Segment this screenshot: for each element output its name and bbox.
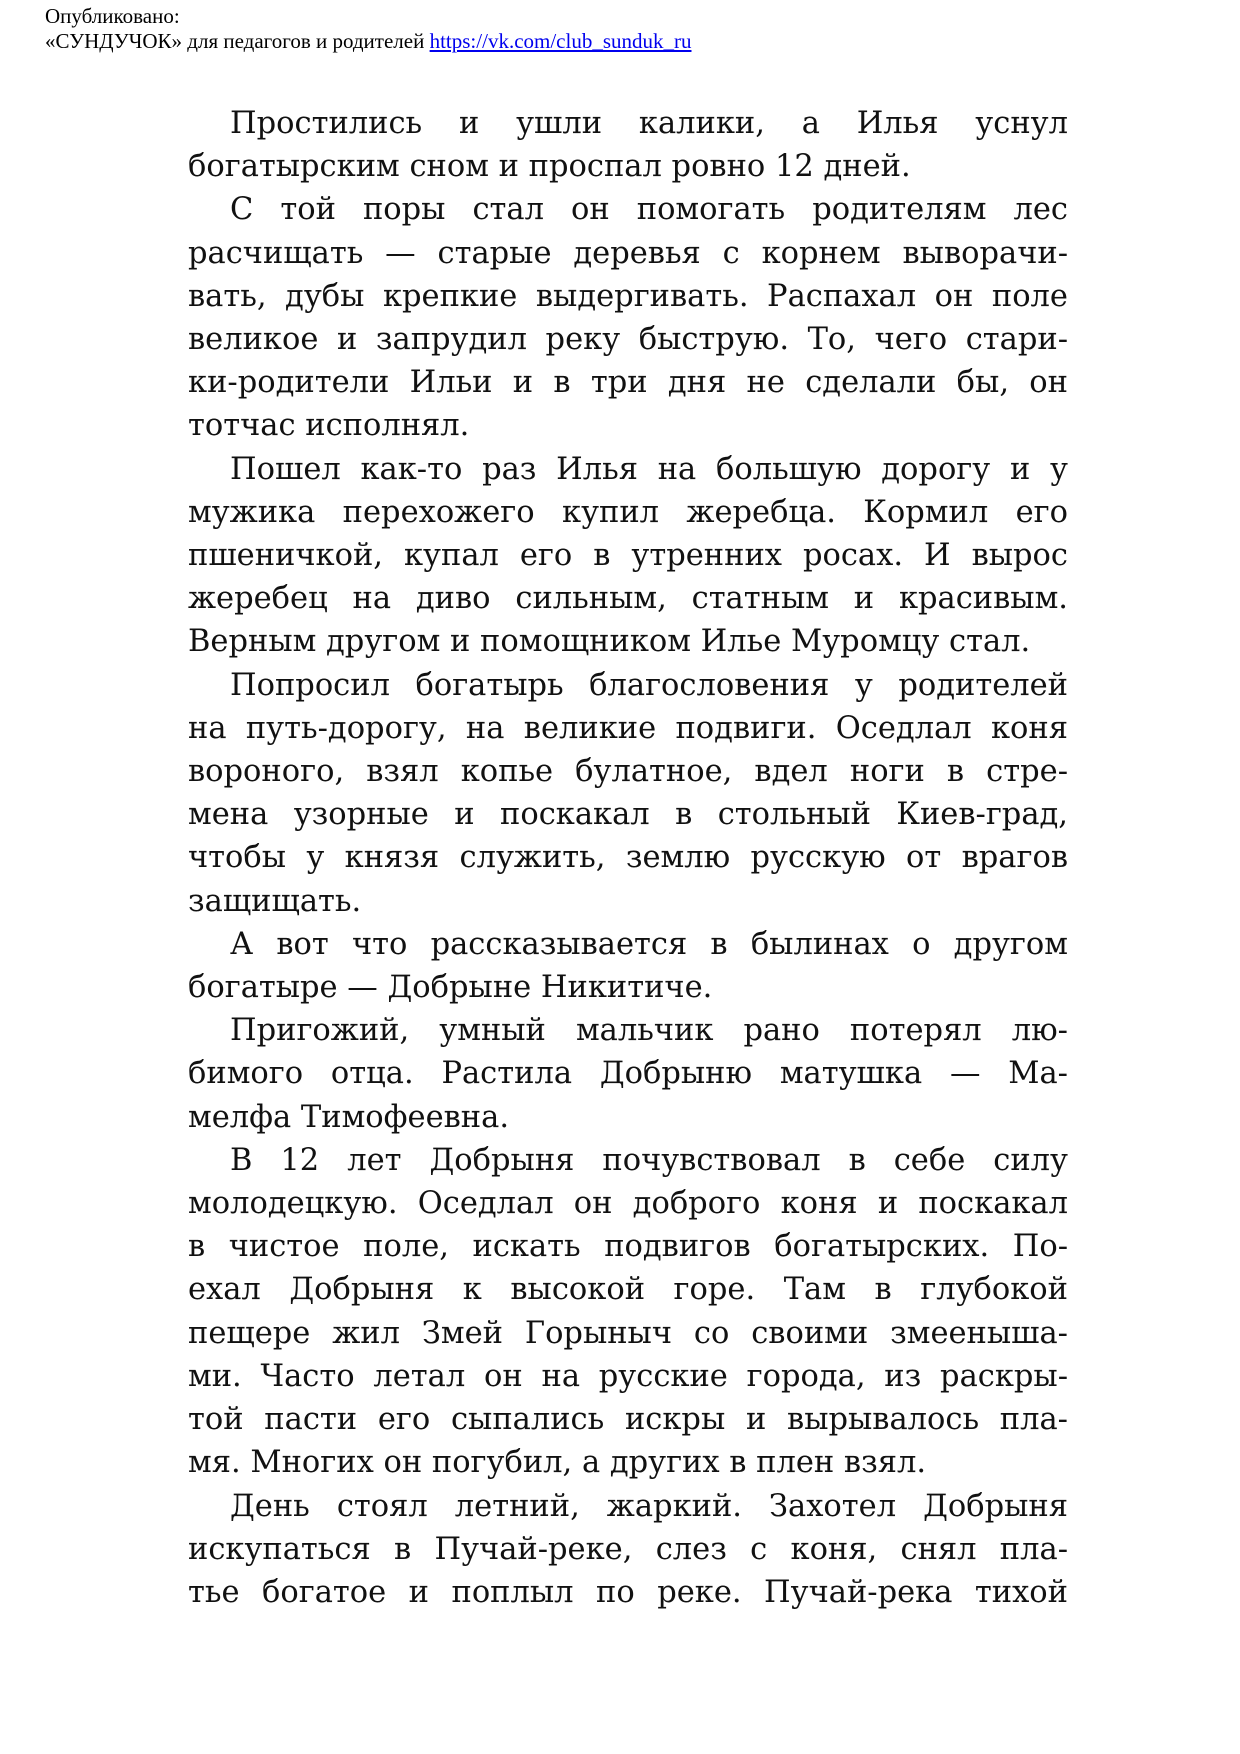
text-line: в чистое поле, искать подвигов богатырских. По- — [188, 1229, 1068, 1265]
text-line: Попросил богатырь благословения у родителей — [230, 667, 1068, 703]
paragraph — [188, 188, 1068, 447]
text-line: С той поры стал он помогать родителям лес — [230, 192, 1068, 228]
text-line: пещере жил Змей Горыныч со своими змеенышa- — [188, 1315, 1068, 1351]
text-line: тотчас исполнял. — [188, 408, 470, 444]
paragraph — [188, 102, 1068, 188]
paragraph — [188, 664, 1068, 923]
text-line: ехал Добрыня к высокой горе. Там в глубокой — [188, 1272, 1068, 1308]
text-line: ки-родители Ильи и в три дня не сделали бы, он — [188, 365, 1068, 401]
source-line — [45, 29, 692, 54]
text-line: жеребец на диво сильным, статным и красивым. — [188, 581, 1068, 617]
published-label: Опубликовано: — [45, 4, 180, 28]
text-line: защищать. — [188, 883, 362, 919]
source-link[interactable]: https://vk.com/club_sunduk_ru — [429, 29, 692, 53]
text-line: вороного, взял копье булатное, вдел ноги в стре- — [188, 754, 1068, 790]
text-line: мужика перехожего купил жеребца. Кормил его — [188, 494, 1068, 530]
text-line: искупаться в Пучай-реке, слез с коня, снял пла- — [188, 1531, 1068, 1567]
paragraph — [188, 923, 1068, 1009]
text-line: мелфа Тимофеевна. — [188, 1099, 510, 1135]
publication-header — [45, 4, 692, 54]
paragraph — [188, 1485, 1068, 1615]
paragraph — [188, 1009, 1068, 1139]
text-line: Пригожий, умный мальчик рано потерял лю- — [230, 1013, 1068, 1049]
text-line: ми. Часто летал он на русские города, из раскры- — [188, 1358, 1068, 1394]
text-line: богатырским сном и проспал ровно 12 дней. — [188, 149, 911, 185]
text-line: на путь-дорогу, на великие подвиги. Оседлал коня — [188, 710, 1068, 746]
source-text: «СУНДУЧОК» для педагогов и родителей — [45, 29, 425, 53]
text-line: мя. Многих он погубил, а других в плен взял. — [188, 1445, 927, 1481]
text-line: Пошел как-то раз Илья на большую дорогу и у — [230, 451, 1068, 487]
text-line: тье богатое и поплыл по реке. Пучай-река тихой — [188, 1574, 1068, 1610]
text-line: пшеничкой, купал его в утренних росах. И вырос — [188, 538, 1068, 574]
text-line: молодецкую. Оседлал он доброго коня и поскакал — [188, 1186, 1068, 1222]
text-line: бимого отца. Растила Добрыню матушка — Ма- — [188, 1056, 1068, 1092]
text-line: А вот что рассказывается в былинах о другом — [230, 926, 1068, 962]
paragraph — [188, 448, 1068, 664]
text-line: чтобы у князя служить, землю русскую от врагов — [188, 840, 1068, 876]
text-line: День стоял летний, жаркий. Захотел Добрыня — [230, 1488, 1068, 1524]
page-text — [188, 102, 1068, 1614]
text-line: Простились и ушли калики, а Илья уснул — [230, 106, 1068, 141]
text-line: В 12 лет Добрыня почувствовал в себе силу — [230, 1142, 1068, 1178]
text-line: великое и запрудил реку быструю. То, чего стари- — [188, 322, 1068, 358]
text-line: расчищать — старые деревья с корнем выворачи- — [188, 235, 1068, 271]
text-line: мена узорные и поскакал в стольный Киев-град, — [188, 797, 1068, 833]
text-line: той пасти его сыпались искры и вырывалось пла- — [188, 1402, 1068, 1438]
paragraph — [188, 1139, 1068, 1485]
text-line: вать, дубы крепкие выдергивать. Распахал он поле — [188, 278, 1068, 314]
text-line: богатыре — Добрыне Никитиче. — [188, 970, 713, 1006]
text-line: Верным другом и помощником Илье Муромцу стал. — [188, 624, 1031, 660]
